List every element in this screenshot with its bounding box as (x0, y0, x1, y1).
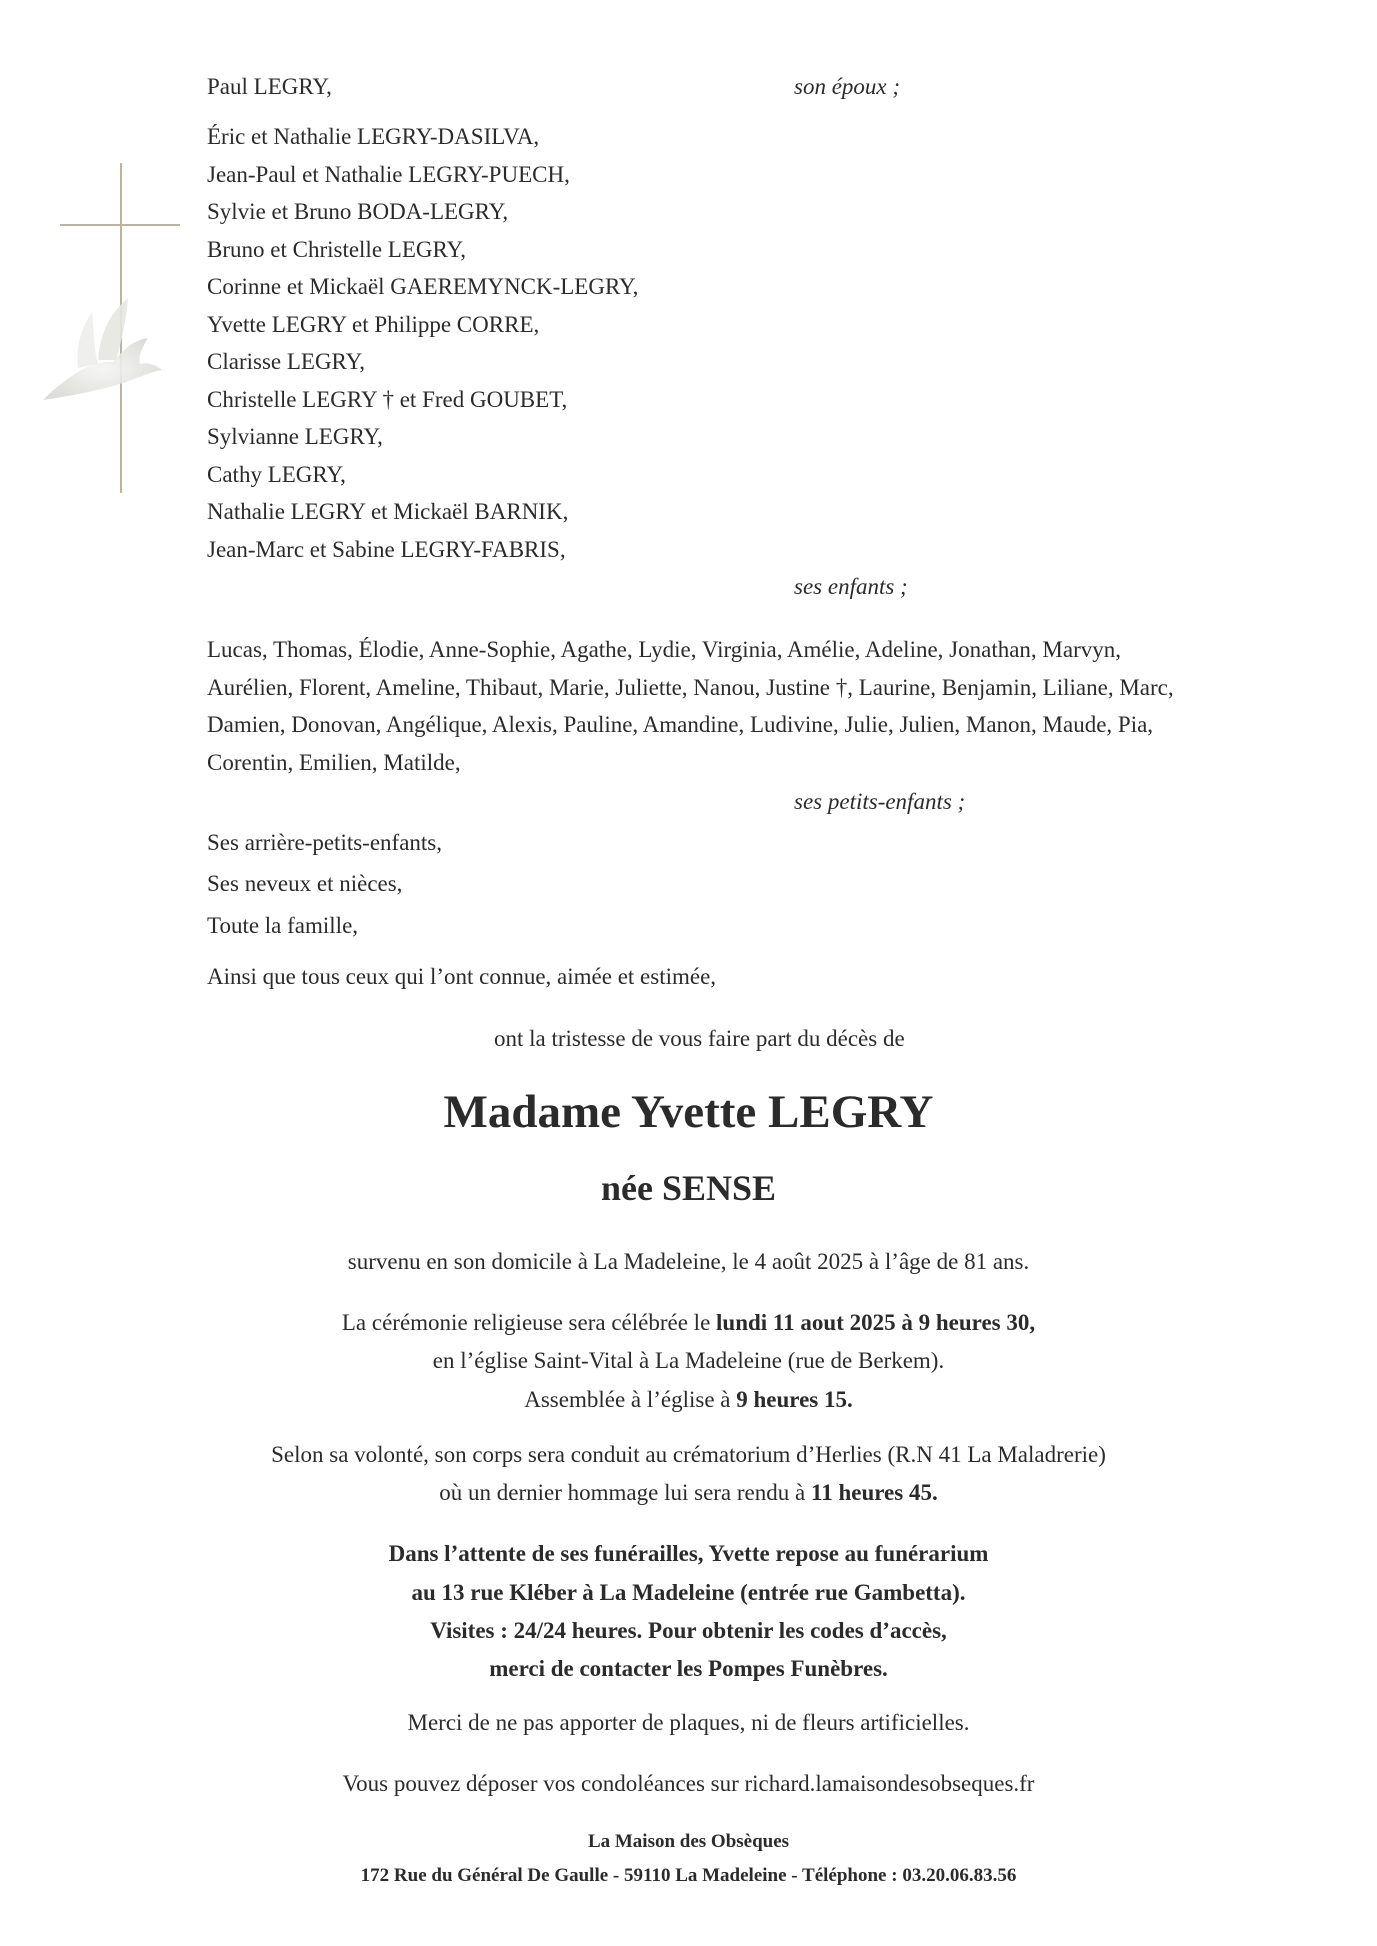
company-address: 172 Rue du Général De Gaulle - 59110 La Madeleine - Téléphone : 03.20.06.83.56 (360, 1865, 1017, 1886)
list-item: Christelle LEGRY † et Fred GOUBET, (207, 386, 568, 412)
no-plaques-note: Merci de ne pas apporter de plaques, ni de fleurs artificielles. (407, 1710, 970, 1735)
list-item: Damien, Donovan, Angélique, Alexis, Pauline, Amandine, Ludivine, Julie, Julien, Manon, Maude, Pia, (207, 712, 1154, 737)
cremation-line-1: Selon sa volonté, son corps sera conduit au crématorium d’Herlies (R.N 41 La Maladrerie) (271, 1442, 1106, 1467)
list-item: Aurélien, Florent, Ameline, Thibaut, Marie, Juliette, Nanou, Justine †, Laurine, Benjamin, Liliane, Marc, (207, 674, 1174, 700)
dove-icon (38, 290, 168, 410)
grandchildren-relation: ses petits-enfants ; (794, 789, 966, 814)
funerarium-line-4: merci de contacter les Pompes Funèbres. (489, 1656, 888, 1681)
list-item: Yvette LEGRY et Philippe CORRE, (207, 311, 540, 337)
list-item: Corentin, Emilien, Matilde, (207, 749, 461, 775)
company-name: La Maison des Obsèques (587, 1831, 790, 1852)
hommage-time: 11 heures 45. (810, 1480, 938, 1505)
spouse-relation: son époux ; (794, 74, 901, 99)
list-item: Clarisse LEGRY, (207, 349, 366, 374)
ceremony-line-2: en l’église Saint-Vital à La Madeleine (rue de Berkem). (432, 1348, 945, 1373)
funerarium-line-2: au 13 rue Kléber à La Madeleine (entrée rue Gambetta). (411, 1580, 966, 1605)
list-item: Sylvianne LEGRY, (207, 424, 383, 449)
all-family: Toute la famille, (207, 913, 359, 938)
list-item: Bruno et Christelle LEGRY, (207, 236, 466, 262)
list-item: Jean-Marc et Sabine LEGRY-FABRIS, (207, 536, 566, 562)
ceremony-text: La cérémonie religieuse sera célébrée le (341, 1310, 717, 1335)
deceased-name: Madame Yvette LEGRY (443, 1086, 934, 1138)
list-item: Éric et Nathalie LEGRY-DASILVA, (207, 124, 540, 149)
spouse-name: Paul LEGRY, (207, 74, 332, 99)
ceremony-date: lundi 11 aout 2025 à 9 heures 30, (716, 1310, 1036, 1335)
assembly-time: 9 heures 15. (736, 1387, 853, 1412)
list-item: Sylvie et Bruno BODA-LEGRY, (207, 199, 509, 224)
grandchildren-list (207, 636, 1287, 786)
list-item: Cathy LEGRY, (207, 461, 346, 487)
cross-icon-bar (60, 224, 180, 226)
cremation-line-2 (0, 1479, 1377, 1507)
condolences-note: Vous pouvez déposer vos condoléances sur richard.lamaisondesobseques.fr (342, 1771, 1035, 1796)
nephews-nieces: Ses neveux et nièces, (207, 871, 403, 896)
funerarium-line-1: Dans l’attente de ses funérailles, Yvette repose au funérarium (388, 1541, 989, 1566)
list-item: Jean-Paul et Nathalie LEGRY-PUECH, (207, 161, 570, 187)
death-details: survenu en son domicile à La Madeleine, le 4 août 2025 à l’âge de 81 ans. (347, 1249, 1030, 1274)
children-relation: ses enfants ; (794, 574, 908, 599)
ceremony-line-1 (0, 1309, 1377, 1337)
list-item: Lucas, Thomas, Élodie, Anne-Sophie, Agathe, Lydie, Virginia, Amélie, Adeline, Jonathan, Marvyn, (207, 637, 1121, 662)
hommage-text: où un dernier hommage lui sera rendu à (439, 1480, 811, 1505)
list-item: Nathalie LEGRY et Mickaël BARNIK, (207, 499, 569, 524)
announcement-intro: ont la tristesse de vous faire part du décès de (494, 1026, 905, 1051)
funerarium-line-3: Visites : 24/24 heures. Pour obtenir les codes d’accès, (430, 1618, 947, 1643)
ceremony-line-3 (0, 1386, 1377, 1414)
list-item: Corinne et Mickaël GAEREMYNCK-LEGRY, (207, 274, 639, 299)
great-grandchildren: Ses arrière-petits-enfants, (207, 830, 443, 855)
others-line: Ainsi que tous ceux qui l’ont connue, aimée et estimée, (207, 964, 717, 989)
maiden-name: née SENSE (600, 1168, 777, 1208)
assembly-text: Assemblée à l’église à (524, 1387, 737, 1412)
children-list (207, 123, 638, 573)
